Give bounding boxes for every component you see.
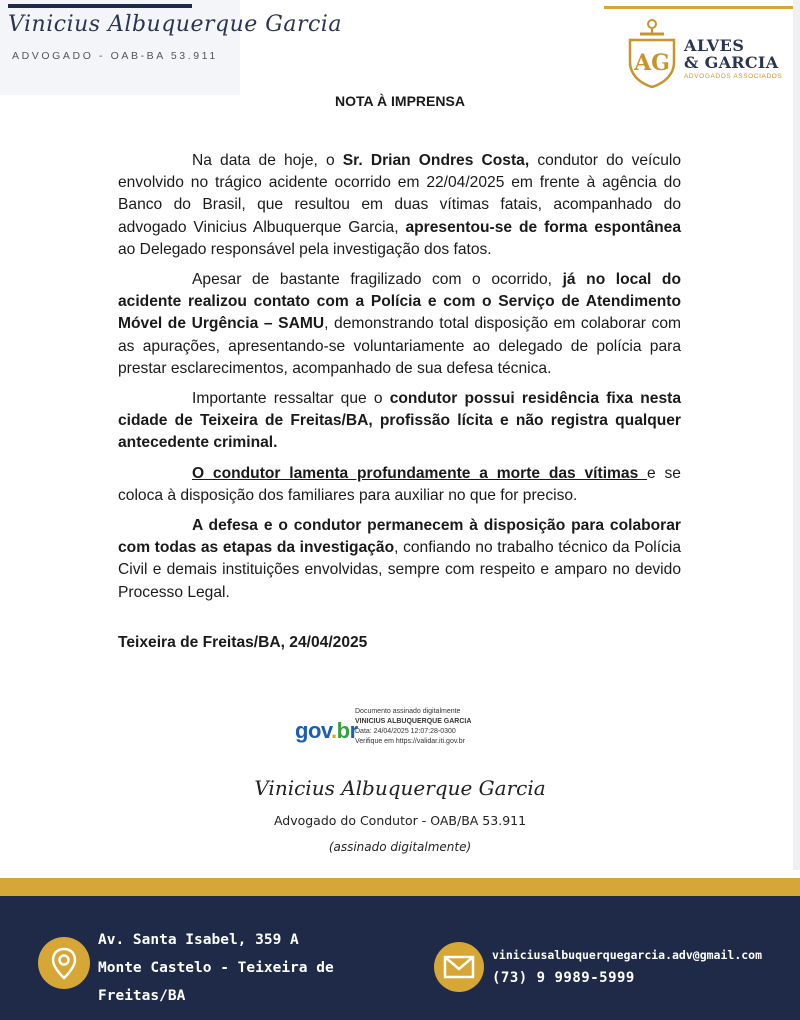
paragraph-2: Apesar de bastante fragilizado com o ocorrido, já no local do acidente realizou contato com a Polícia e com o Serviço de Atendimento Móvel de Urgência – SAMU, demonstrando total disposição em colaborar com as apurações, apresentando-se voluntariamente ao delegado de polícia para prestar esclarecimentos, acompanhado de sua defesa técnica. xyxy=(118,271,681,377)
digital-signature-info: Documento assinado digitalmente VINICIUS ALBUQUERQUE GARCIA Data: 24/04/2025 12:07:28-0300 Verifique em https://validar.iti.gov.br xyxy=(355,708,472,745)
paragraph-1: Na data de hoje, o Sr. Drian Ondres Costa, condutor do veículo envolvido no trágico acidente ocorrido em 22/04/2025 em frente à agência do Banco do Brasil, que resultou em duas vítimas fatais, acompanhado do advogado Vinicius Albuquerque Garcia, apresentou-se de forma espontânea ao Delegado responsável pela investigação dos fatos. xyxy=(118,152,682,258)
firm-logo-icon xyxy=(622,18,682,88)
footer-email-link[interactable]: viniciusalbuquerquegarcia.adv@gmail.com xyxy=(492,948,763,962)
paragraph-4: O condutor lamenta profundamente a morte das vítimas e se coloca à disposição dos familiares para auxiliar no que for preciso. xyxy=(118,464,681,504)
footer-phone[interactable]: (73) 9 9989-5999 xyxy=(492,970,635,986)
govbr-logo: gov.br xyxy=(295,718,358,743)
header-subtitle: ADVOGADO - OAB-BA 53.911 xyxy=(12,50,218,62)
firm-name-line1: ALVES xyxy=(684,36,745,55)
page-edge-shadow xyxy=(793,0,800,870)
envelope-icon xyxy=(434,942,484,992)
footer-address: Av. Santa Isabel, 359 A Monte Castelo - Teixeira de Freitas/BA xyxy=(98,932,334,1004)
logo-monogram: AG xyxy=(634,50,670,76)
header-accent-bar xyxy=(8,4,192,8)
signer-role: Advogado do Condutor - OAB/BA 53.911 xyxy=(273,813,527,828)
header-gold-bar xyxy=(604,6,794,9)
dateline: Teixeira de Freitas/BA, 24/04/2025 xyxy=(118,634,368,651)
firm-name-line2: & GARCIA xyxy=(684,53,779,72)
signature-note: (assinado digitalmente) xyxy=(328,840,472,854)
document-body xyxy=(118,150,681,612)
handwritten-signature: Vinicius Albuquerque Garcia xyxy=(254,776,546,800)
footer-gold-band xyxy=(0,878,800,896)
location-pin-icon xyxy=(38,937,90,989)
document-title: NOTA À IMPRENSA xyxy=(335,93,465,109)
paragraph-5: A defesa e o condutor permanecem à disposição para colaborar com todas as etapas da investigação, confiando no trabalho técnico da Polícia Civil e demais instituições envolvidas, sempre com respeito e amparo no devido Processo Legal. xyxy=(118,517,681,601)
firm-tagline: ADVOGADOS ASSOCIADOS xyxy=(684,73,783,80)
header-signature: Vinicius Albuquerque Garcia xyxy=(8,12,342,37)
paragraph-3: Importante ressaltar que o condutor possui residência fixa nesta cidade de Teixeira de Freitas/BA, profissão lícita e não registra qualquer antecedente criminal. xyxy=(118,390,681,452)
